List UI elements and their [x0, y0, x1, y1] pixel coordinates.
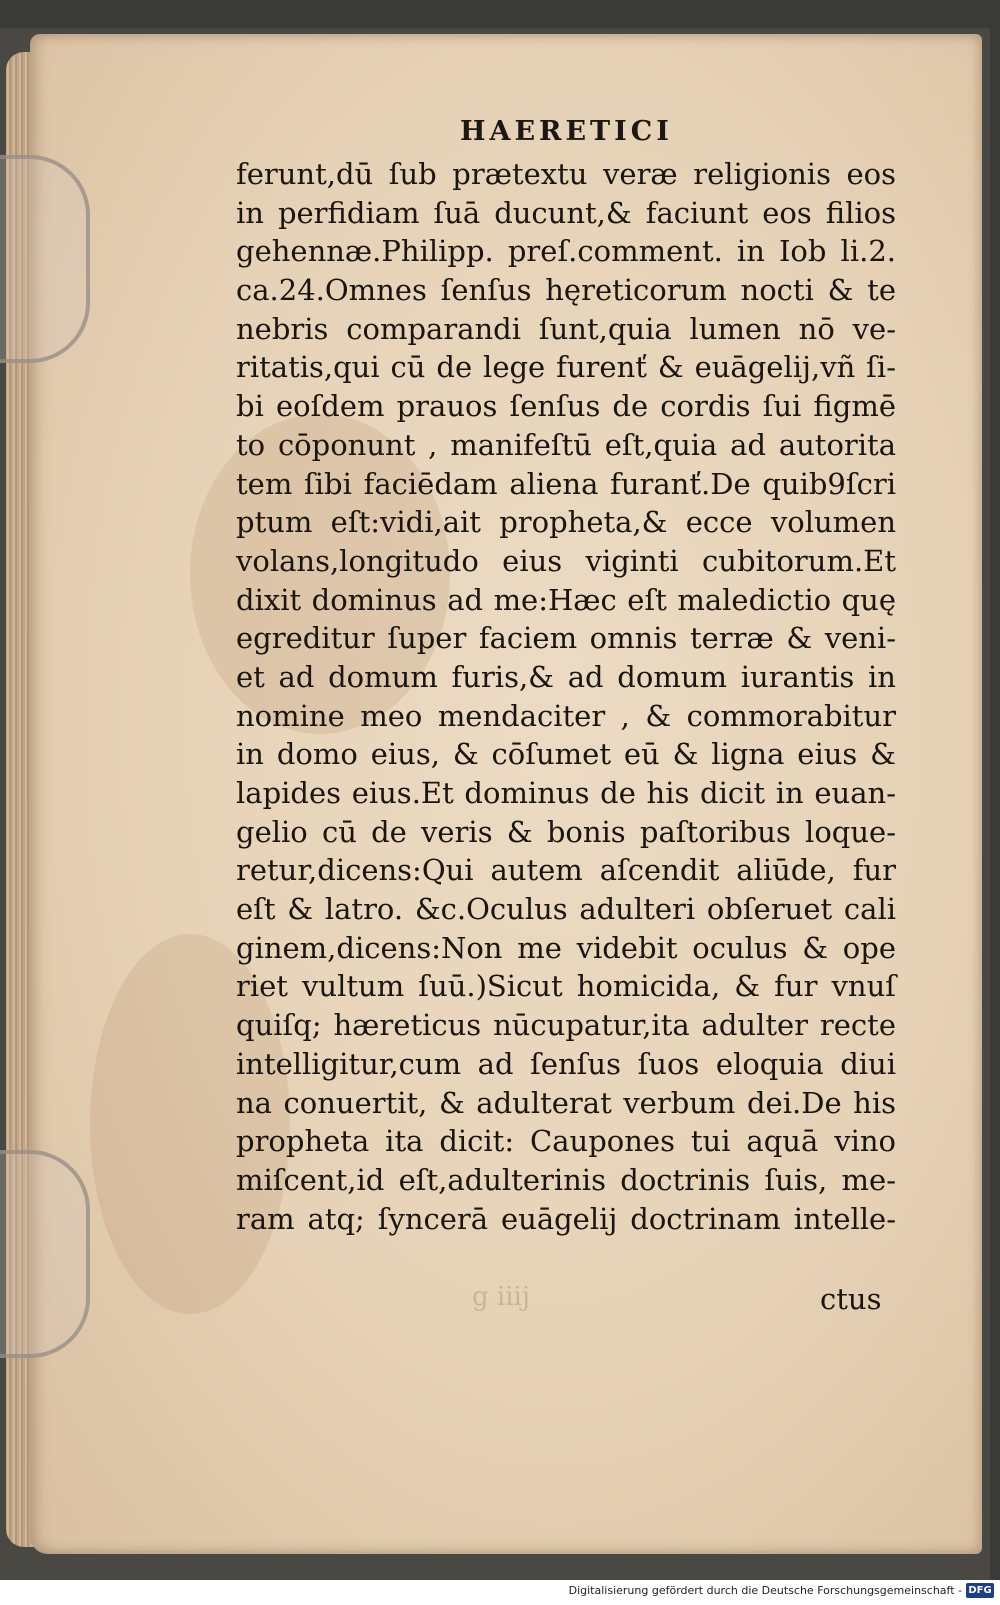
text-line: tem ſibi faciēdam aliena furanť.De quib9ſcri — [236, 466, 896, 501]
text-line: ritatis,qui cū de lege furenť & euāgelij,vñ ſi- — [236, 350, 896, 385]
catchword: ctus — [820, 1282, 882, 1316]
text-line: intelligitur,cum ad ſenſus ſuos eloquia diui — [236, 1046, 896, 1081]
text-line: ferunt,dū ſub prætextu veræ religionis eos — [236, 157, 896, 191]
text-line: volans,longitudo eius viginti cubitorum.Et — [236, 543, 896, 578]
text-line: lapides eius.Et dominus de his dicit in euan- — [236, 776, 896, 810]
text-line: in domo eius, & cōſumet eū & ligna eius & — [236, 737, 896, 772]
text-line: retur,dicens:Qui autem aſcendit aliūde, fur — [236, 853, 896, 888]
text-line: na conuertit, & adulterat verbum dei.De his — [236, 1085, 896, 1120]
text-line: gehennæ.Philipp. preſ.comment. in Iob li.2. — [236, 234, 896, 269]
text-line: ram atq; ſyncerā euāgelij doctrinam intelle- — [236, 1201, 896, 1236]
text-line: eſt & latro. &c.Oculus adulteri obſeruet cali — [236, 892, 896, 927]
text-line: miſcent,id eſt,adulterinis doctrinis ſuis, me- — [236, 1162, 896, 1197]
text-line: ginem,dicens:Non me videbit oculus & ope — [236, 930, 896, 965]
text-line: nebris comparandi ſunt,quia lumen nō ve- — [236, 311, 896, 346]
text-line: et ad domum furis,& ad domum iurantis in — [236, 659, 896, 694]
text-line: dixit dominus ad me:Hæc eſt maledictio quę — [236, 582, 896, 617]
body-text — [236, 155, 916, 1238]
footer-bar — [0, 1580, 1000, 1605]
text-line: bi eoſdem prauos ſenſus de cordis ſui figmē — [236, 389, 896, 424]
text-line: in perfidiam ſuā ducunt,& faciunt eos filios — [236, 195, 896, 230]
page-clip-bottom — [0, 1150, 90, 1358]
funding-credit: Digitalisierung gefördert durch die Deutsche Forschungsgemeinschaft - — [568, 1584, 962, 1597]
text-line: gelio cū de veris & bonis paſtoribus loque- — [236, 814, 896, 849]
text-line: quiſq; hæreticus nūcupatur,ita adulter recte — [236, 1008, 896, 1043]
page-clip-top — [0, 155, 90, 363]
text-line: riet vultum ſuū.)Sicut homicida, & fur vnuſ — [236, 969, 896, 1004]
text-line: to cōponunt , manifeſtū eſt,quia ad autorita — [236, 427, 896, 462]
text-line: egreditur ſuper faciem omnis terræ & veni- — [236, 621, 896, 656]
text-line: ca.24.Omnes ſenſus hęreticorum nocti & te — [236, 273, 896, 308]
running-head: HAERETICI — [460, 116, 673, 147]
text-line: ptum eſt:vidi,ait propheta,& ecce volumen — [236, 505, 896, 540]
show-through-signature: g iiij — [472, 1282, 530, 1312]
text-line: nomine meo mendaciter , & commorabitur — [236, 698, 896, 733]
dfg-logo: DFG — [966, 1583, 994, 1598]
text-line: propheta ita dicit: Caupones tui aquā vino — [236, 1124, 896, 1159]
